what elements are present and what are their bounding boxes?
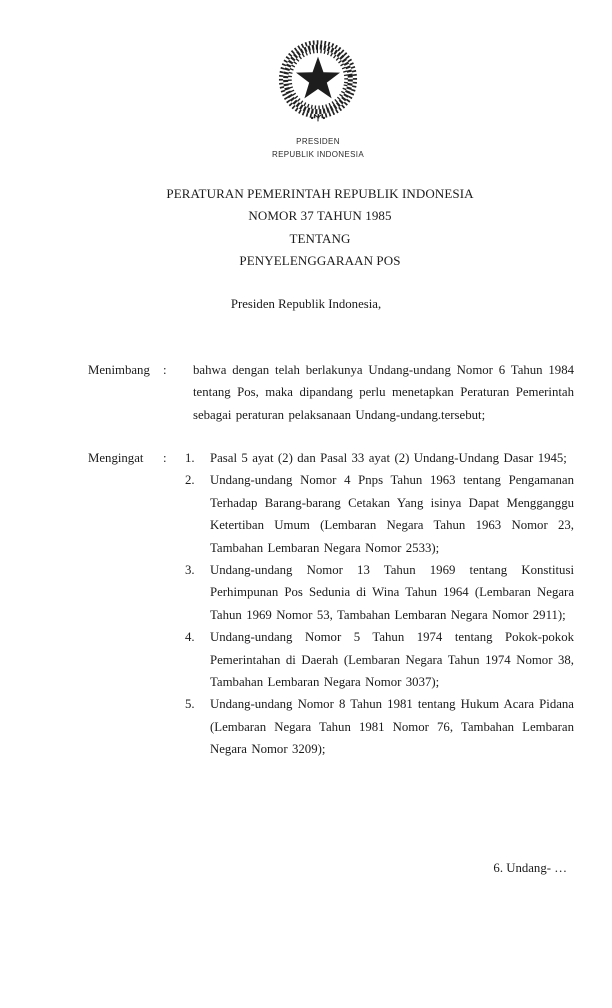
legal-citation-item	[185, 447, 574, 469]
mengingat-item-list	[185, 447, 574, 761]
legal-citation-item	[185, 469, 574, 559]
citation-text: Undang-undang Nomor 8 Tahun 1981 tentang Hukum Acara Pidana (Lembaran Negara Tahun 1981 Nomor 76, Tambahan Lembaran Negara Nomor 3209);	[210, 697, 574, 757]
citation-text: Pasal 5 ayat (2) dan Pasal 33 ayat (2) Undang-Undang Dasar 1945;	[210, 451, 567, 465]
citation-text: Undang-undang Nomor 4 Pnps Tahun 1963 tentang Pengamanan Terhadap Barang-barang Cetakan Yang isinya Dapat Mengganggu Ketertiban Umum (Lembaran Negara Tahun 1963 Nomor 23, Tambahan Lembaran Negara Nomor 2533);	[210, 473, 574, 555]
presidential-star-wreath-emblem-icon	[276, 39, 360, 123]
title-line-peraturan: PERATURAN PEMERINTAH REPUBLIK INDONESIA	[166, 186, 474, 201]
menimbang-colon: :	[163, 363, 167, 377]
menimbang-section	[88, 359, 574, 426]
menimbang-text: bahwa dengan telah berlakunya Undang-undang Nomor 6 Tahun 1984 tentang Pos, maka dipandang perlu menetapkan Peraturan Pemerintah sebagai peraturan pelaksanaan Undang-undang.tersebut;	[193, 363, 574, 422]
legal-citation-item	[185, 626, 574, 693]
legal-citation-item	[185, 559, 574, 626]
document-title-block	[28, 183, 612, 273]
citation-number: 4.	[185, 630, 195, 645]
citation-text: Undang-undang Nomor 13 Tahun 1969 tentang Konstitusi Perhimpunan Pos Sedunia di Wina Tahun 1964 (Lembaran Negara Tahun 1969 Nomor 53, Tambahan Lembaran Negara Nomor 2911);	[210, 563, 574, 622]
menimbang-label: Menimbang	[88, 363, 150, 377]
catchword: 6. Undang- …	[493, 861, 567, 875]
title-line-nomor: NOMOR 37 TAHUN 1985	[248, 208, 392, 224]
title-line-subject: PENYELENGGARAAN POS	[239, 253, 401, 269]
citation-number: 1.	[185, 451, 195, 465]
mengingat-colon: :	[163, 451, 167, 465]
title-line-tentang: TENTANG	[289, 230, 351, 246]
citation-number: 3.	[185, 563, 195, 578]
letterhead-republik-indonesia: REPUBLIK INDONESIA	[271, 149, 365, 159]
preamble-line: Presiden Republik Indonesia,	[230, 297, 382, 311]
citation-number: 5.	[185, 697, 195, 712]
letterhead-presiden: PRESIDEN	[296, 137, 340, 146]
legal-citation-item	[185, 693, 574, 760]
citation-text: Undang-undang Nomor 5 Tahun 1974 tentang Pokok-pokok Pemerintahan di Daerah (Lembaran Negara Tahun 1974 Nomor 38, Tambahan Lembaran Negara Nomor 3037);	[210, 630, 574, 690]
mengingat-label: Mengingat	[88, 451, 144, 465]
letterhead	[24, 39, 612, 161]
citation-number: 2.	[185, 473, 195, 488]
mengingat-section	[88, 447, 574, 761]
